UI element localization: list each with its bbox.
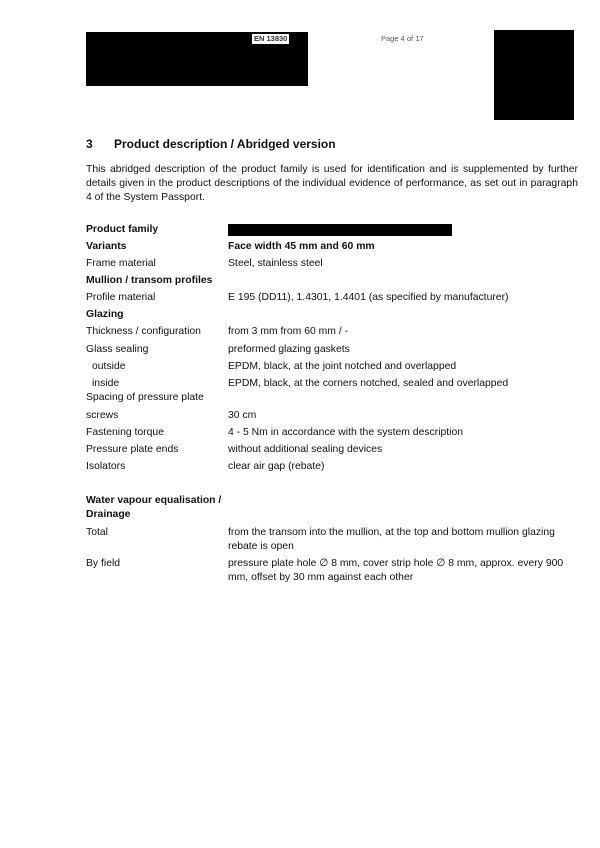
label-thickness: Thickness / configuration bbox=[86, 326, 201, 337]
heading-water-vapour: Water vapour equalisation / bbox=[86, 495, 222, 506]
label-total: Total bbox=[86, 527, 108, 538]
heading-drainage: Drainage bbox=[86, 509, 131, 520]
value-pressure-plate-ends: without additional sealing devices bbox=[228, 444, 383, 455]
value-total: from the transom into the mullion, at the top and bottom mullion glazing rebate is open bbox=[228, 527, 555, 552]
label-profile-material: Profile material bbox=[86, 292, 156, 303]
intro-paragraph: This abridged description of the product family is used for identification and is supplemented by further details given in the product descriptions of the individual evidence of performance, as set out in paragraph 4 of the System Passport. bbox=[86, 164, 578, 203]
label-glass-sealing: Glass sealing bbox=[86, 344, 149, 355]
value-screws: 30 cm bbox=[228, 410, 257, 421]
label-isolators: Isolators bbox=[86, 461, 126, 472]
value-fastening-torque: 4 - 5 Nm in accordance with the system description bbox=[228, 427, 464, 438]
label-product-family: Product family bbox=[86, 224, 159, 235]
redacted-logo-block bbox=[494, 30, 574, 120]
section-title bbox=[86, 136, 336, 152]
value-frame-material: Steel, stainless steel bbox=[228, 258, 323, 269]
section-heading: Product description / Abridged version bbox=[114, 137, 336, 151]
label-pressure-plate-ends: Pressure plate ends bbox=[86, 444, 179, 455]
label-inside: inside bbox=[92, 378, 120, 389]
value-inside: EPDM, black, at the corners notched, sealed and overlapped bbox=[228, 378, 509, 389]
value-profile-material: E 195 (DD11), 1.4301, 1.4401 (as specified by manufacturer) bbox=[228, 292, 509, 303]
label-screws: screws bbox=[86, 410, 119, 421]
redacted-product-family bbox=[228, 224, 452, 236]
value-isolators: clear air gap (rebate) bbox=[228, 461, 325, 472]
label-variants: Variants bbox=[86, 241, 127, 252]
value-thickness: from 3 mm from 60 mm / - bbox=[228, 326, 349, 337]
label-outside: outside bbox=[92, 361, 126, 372]
heading-glazing: Glazing bbox=[86, 309, 124, 320]
label-fastening-torque: Fastening torque bbox=[86, 427, 164, 438]
header-page-number: Page 4 of 17 bbox=[381, 34, 424, 43]
value-variants: Face width 45 mm and 60 mm bbox=[228, 241, 375, 252]
heading-mullion-transom: Mullion / transom profiles bbox=[86, 275, 213, 286]
value-glass-sealing: preformed glazing gaskets bbox=[228, 344, 350, 355]
label-frame-material: Frame material bbox=[86, 258, 156, 269]
value-by-field: pressure plate hole ∅ 8 mm, cover strip hole ∅ 8 mm, approx. every 900 mm, offset by 30 mm against each other bbox=[228, 558, 564, 583]
section-number: 3 bbox=[86, 137, 93, 151]
label-spacing: Spacing of pressure plate bbox=[86, 392, 204, 403]
label-by-field: By field bbox=[86, 558, 121, 569]
header-standard: EN 13830 bbox=[254, 34, 288, 43]
value-outside: EPDM, black, at the joint notched and overlapped bbox=[228, 361, 457, 372]
